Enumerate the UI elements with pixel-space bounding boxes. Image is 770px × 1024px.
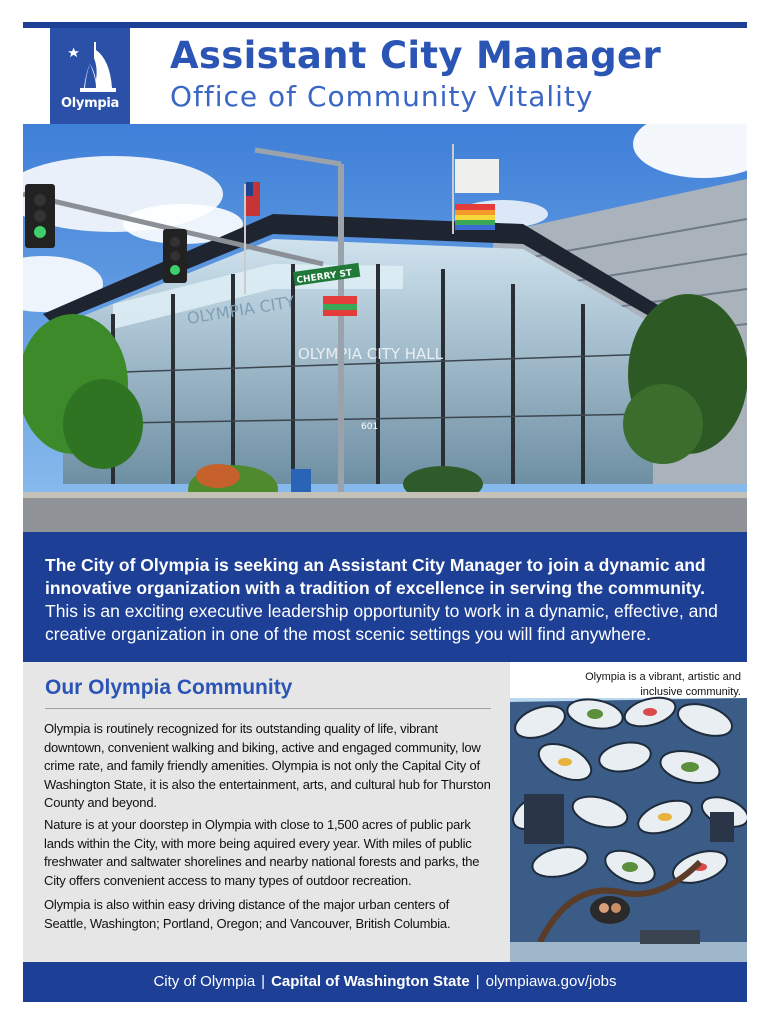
intro-banner <box>23 532 747 662</box>
page-subtitle: Office of Community Vitality <box>170 80 594 113</box>
intro-lead: The City of Olympia is seeking an Assistant City Manager to join a dynamic and innovative organization with a tradition of excellence in serving the community. <box>45 555 706 598</box>
community-section <box>23 662 510 962</box>
footer-bar <box>23 962 747 1002</box>
footer-city: City of Olympia <box>153 973 256 990</box>
footer-capital: Capital of Washington State <box>271 973 470 990</box>
page-title: Assistant City Manager <box>170 34 661 77</box>
top-rule <box>23 22 747 28</box>
facade-text-2: OLYMPIA CITY HALL <box>298 345 444 363</box>
heading-divider <box>45 708 491 709</box>
intro-body: This is an exciting executive leadership opportunity to work in a dynamic, effective, and creative organization in one of the most scenic settings you will find anywhere. <box>45 601 718 644</box>
city-hall-illustration <box>23 124 747 532</box>
mural-caption: Olympia is a vibrant, artistic and inclusive community. <box>585 671 741 698</box>
olympia-logo <box>50 28 130 124</box>
mural-photo-panel <box>510 662 747 962</box>
footer-separator: | <box>475 973 480 990</box>
mural-illustration <box>510 662 747 962</box>
community-heading: Our Olympia Community <box>45 676 293 699</box>
street-sign: CHERRY ST <box>296 268 353 286</box>
footer-jobs-link[interactable]: olympiawa.gov/jobs <box>485 973 617 990</box>
community-paragraph-3: Olympia is also within easy driving distance of the major urban centers of Seattle, Washington; Portland, Oregon; and Vancouver, British Columbia. <box>44 897 451 931</box>
community-paragraph-1: Olympia is routinely recognized for its outstanding quality of life, vibrant downtown, convenient walking and biking, active and engaged community, low crime rate, and family friendly amenities. Olympia is not only the Capital City of Washington State, it is also the entertainment, arts, and cultural hub for Thurston County and beyond. <box>44 721 491 810</box>
community-paragraph-2: Nature is at your doorstep in Olympia with close to 1,500 acres of public park lands within the City, with more being aquired every year. With miles of public freshwater and saltwater shorelines and nearby national forests and parks, the City offers convenient access to many types of outdoor recreation. <box>44 817 480 888</box>
footer-separator: | <box>261 973 266 990</box>
address-number: 601 <box>361 422 379 432</box>
city-hall-photo <box>23 124 747 532</box>
facade-text-1: OLYMPIA CITY <box>185 292 297 328</box>
logo-wordmark: Olympia <box>61 96 119 111</box>
